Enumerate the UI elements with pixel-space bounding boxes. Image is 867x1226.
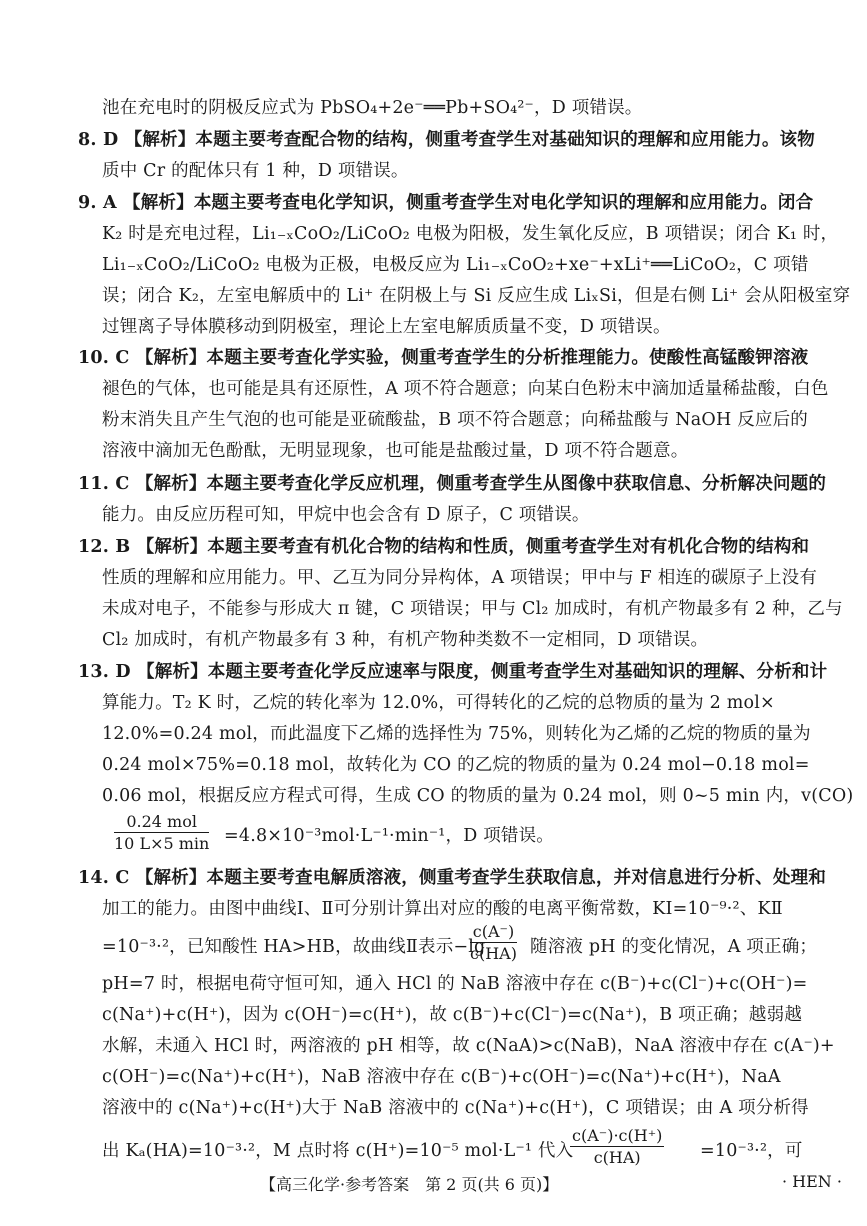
text-line: K₂ 时是充电过程，Li₁₋ₓCoO₂/LiCoO₂ 电极为阳极，发生氧化反应，B 项错误；闭合 K₁ 时， [102,224,839,244]
text-line: 随溶液 pH 的变化情况，A 项正确； [530,937,818,957]
text-line: 褪色的气体，也可能是具有还原性，A 项不符合题意；向某白色粉末中滴加适量稀盐酸，白色 [102,379,829,399]
answer-11-line: 11. C 【解析】本题主要考查化学反应机理，侧重考查学生从图像中获取信息、分析解决问题的 [78,474,827,494]
text-line: c(OH⁻)=c(Na⁺)+c(H⁺)，NaB 溶液中存在 c(B⁻)+c(OH⁻)=c(Na⁺)+c(H⁺)，NaA [102,1067,781,1087]
text-line: 0.24 mol×75%=0.18 mol，故转化为 CO 的乙烷的物质的量为 0.24 mol−0.18 mol= [102,755,810,775]
text-line: 溶液中滴加无色酚酞，无明显现象，也可能是盐酸过量，D 项不符合题意。 [102,441,689,461]
ka-fraction [570,1126,664,1167]
text-line: 误；闭合 K₂，左室电解质中的 Li⁺ 在阴极上与 Si 反应生成 LiₓSi，但是右侧 Li⁺ 会从阳极室穿 [102,286,851,306]
rate-fraction [114,812,209,853]
answer-9-line: 9. A 【解析】本题主要考查电化学知识，侧重考查学生对电化学知识的理解和应用能力。闭合 [78,193,814,213]
text-line: 水解，未通入 HCl 时，两溶液的 pH 相等，故 c(NaA)>c(NaB)，NaA 溶液中存在 c(A⁻)+ [102,1036,835,1056]
fraction-denominator: c(HA) [470,944,517,963]
answer-8-line: 8. D 【解析】本题主要考查配合物的结构，侧重考查学生对基础知识的理解和应用能力。该物 [78,130,815,150]
text-line: =10⁻³·²，已知酸性 HA>HB，故曲线Ⅱ表示−lg [102,937,486,957]
text-line: =4.8×10⁻³mol·L⁻¹·min⁻¹，D 项错误。 [224,826,555,846]
text-line: 加工的能力。由图中曲线Ⅰ、Ⅱ可分别计算出对应的酸的电离平衡常数，KⅠ=10⁻⁹·²、KⅡ [102,899,783,919]
footer-page-label: 【高三化学·参考答案 第 2 页(共 6 页)】 [260,1175,559,1194]
text-line: 过锂离子导体膜移动到阴极室，理论上左室电解质质量不变，D 项错误。 [102,317,671,337]
text-line: pH=7 时，根据电荷守恒可知，通入 HCl 的 NaB 溶液中存在 c(B⁻)+c(Cl⁻)+c(OH⁻)= [102,974,808,994]
text-line: 能力。由反应历程可知，甲烷中也会含有 D 原子，C 项错误。 [102,505,590,525]
answer-14-line: 14. C 【解析】本题主要考查电解质溶液，侧重考查学生获取信息，并对信息进行分析、处理和 [78,868,827,888]
answer-12-line: 12. B 【解析】本题主要考查有机化合物的结构和性质，侧重考查学生对有机化合物的结构和 [78,537,810,557]
fraction-denominator: c(HA) [593,1148,641,1167]
text-line: 未成对电子，不能参与形成大 π 键，C 项错误；甲与 Cl₂ 加成时，有机产物最多有 2 种，乙与 [102,599,843,619]
answer-10-line: 10. C 【解析】本题主要考查化学实验，侧重考查学生的分析推理能力。使酸性高锰酸钾溶液 [78,348,809,368]
text-line: =10⁻³·²，可 [700,1141,803,1161]
ratio-fraction [470,922,517,963]
answer-13-line: 13. D 【解析】本题主要考查化学反应速率与限度，侧重考查学生对基础知识的理解、分析和计 [78,662,828,682]
text-line: 0.06 mol，根据反应方程式可得，生成 CO 的物质的量为 0.24 mol，则 0~5 min 内，v(CO) [102,786,854,806]
text-line: Li₁₋ₓCoO₂/LiCoO₂ 电极为正极，电极反应为 Li₁₋ₓCoO₂+xe⁻+xLi⁺══LiCoO₂，C 项错 [102,255,809,275]
text-line: 溶液中的 c(Na⁺)+c(H⁺)大于 NaB 溶液中的 c(Na⁺)+c(H⁺)，C 项错误；由 A 项分析得 [102,1098,809,1118]
text-line: Cl₂ 加成时，有机产物最多有 3 种，有机产物种类数不一定相同，D 项错误。 [102,630,709,650]
fraction-denominator: 10 L×5 min [114,834,210,853]
footer-code: · HEN · [782,1172,842,1191]
fraction-numerator: c(A⁻)·c(H⁺) [572,1126,663,1145]
text-line: c(Na⁺)+c(H⁺)，因为 c(OH⁻)=c(H⁺)，故 c(B⁻)+c(Cl⁻)=c(Na⁺)，B 项正确；越弱越 [102,1005,803,1025]
text-line: 粉末消失且产生气泡的也可能是亚硫酸盐，B 项不符合题意；向稀盐酸与 NaOH 反应后的 [102,410,808,430]
fraction-numerator: 0.24 mol [114,812,209,833]
text-line: 12.0%=0.24 mol，而此温度下乙烯的选择性为 75%，则转化为乙烯的乙烷的物质的量为 [102,724,811,744]
text-line: 性质的理解和应用能力。甲、乙互为同分异构体，A 项错误；甲中与 F 相连的碳原子上没有 [102,568,818,588]
text-line: 池在充电时的阴极反应式为 PbSO₄+2e⁻══Pb+SO₄²⁻，D 项错误。 [102,98,643,118]
fraction-numerator: c(A⁻) [470,922,517,943]
text-line: 算能力。T₂ K 时，乙烷的转化率为 12.0%，可得转化的乙烷的总物质的量为 2 mol× [102,693,775,713]
text-line: 质中 Cr 的配体只有 1 种，D 项错误。 [102,161,409,181]
text-line: 出 Kₐ(HA)=10⁻³·²，M 点时将 c(H⁺)=10⁻⁵ mol·L⁻¹ 代入 [102,1141,574,1161]
